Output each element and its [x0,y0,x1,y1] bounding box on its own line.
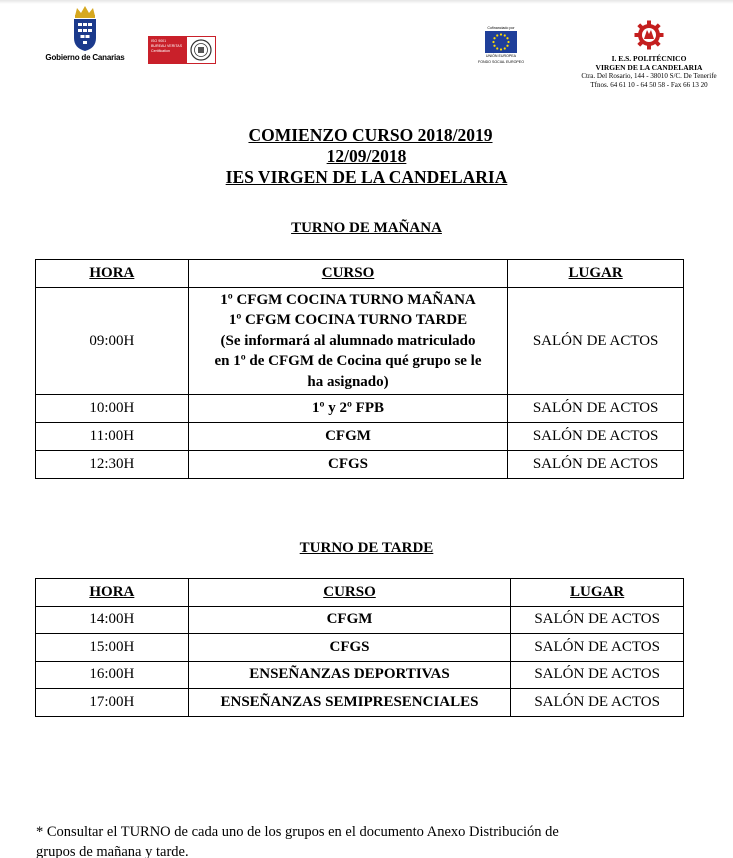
document-title [0,125,733,188]
title-school: IES VIRGEN DE LA CANDELARIA [225,167,508,187]
cert-text-3: Certification [151,49,170,53]
curso-cell: CFGM [188,606,511,634]
curso-cell: ENSEÑANZAS DEPORTIVAS [188,661,511,689]
curso-line: ha asignado) [307,373,389,390]
curso-cell: CFGS [188,451,507,479]
afternoon-table [35,578,684,717]
school-address: Ctra. Del Rosario, 144 - 38010 S/C. De Tenerife [581,72,717,80]
footnote-line-2: grupos de mañana y tarde. [36,844,189,858]
title-line-1: COMIENZO CURSO 2018/2019 [248,125,493,145]
title-date: 12/09/2018 [326,146,407,166]
table-row [36,689,684,717]
table-row [36,288,684,395]
bureau-veritas-seal-icon [187,37,215,63]
hora-cell: 14:00H [36,606,189,634]
table-row [36,606,684,634]
table-row [36,451,684,479]
curso-cell: 1º y 2º FPB [188,395,507,423]
ies-logo [566,20,732,89]
gobierno-canarias-caption: Gobierno de Canarias [45,53,125,62]
lugar-cell: SALÓN DE ACTOS [508,423,684,451]
morning-header-row [36,260,684,288]
table-row [36,634,684,662]
column-curso: CURSO [188,260,507,288]
table-row [36,661,684,689]
column-lugar: LUGAR [508,260,684,288]
hora-cell: 10:00H [36,395,189,423]
gobierno-canarias-logo [40,4,130,66]
morning-heading: TURNO DE MAÑANA [291,220,442,236]
curso-line: 1º CFGM COCINA TURNO MAÑANA [220,291,476,308]
cert-text-2: BUREAU VERITAS [151,44,183,48]
cert-text-1: ISO 9001 [151,39,167,43]
curso-cell [188,288,507,395]
hora-cell: 17:00H [36,689,189,717]
afternoon-heading: TURNO DE TARDE [299,540,434,556]
school-line-1: I. E.S. POLITÉCNICO [611,54,687,63]
curso-line: (Se informará al alumnado matriculado [220,332,476,349]
curso-cell: CFGS [188,634,511,662]
curso-cell: ENSEÑANZAS SEMIPRESENCIALES [188,689,511,717]
lugar-cell: SALÓN DE ACTOS [508,288,684,395]
hora-cell: 09:00H [36,288,189,395]
afternoon-header-row [36,579,684,607]
column-lugar: LUGAR [511,579,684,607]
coat-of-arms-icon [68,4,102,52]
eu-top-text: Cofinanciado por [487,26,515,30]
lugar-cell: SALÓN DE ACTOS [511,606,684,634]
curso-cell: CFGM [188,423,507,451]
lugar-cell: SALÓN DE ACTOS [511,661,684,689]
eu-flag-icon [485,31,517,53]
table-row [36,423,684,451]
hora-cell: 15:00H [36,634,189,662]
table-row [36,395,684,423]
certification-text-block [149,37,187,63]
footnote-line-1: * Consultar el TURNO de cada uno de los grupos en el documento Anexo Distribución de [36,824,559,840]
school-line-2: VIRGEN DE LA CANDELARIA [595,62,703,72]
column-hora: HORA [36,579,189,607]
gear-icon [634,20,664,50]
school-phones: Tfnos. 64 61 10 - 64 50 58 - Fax 66 13 20 [590,80,708,89]
certification-logo [148,36,216,64]
lugar-cell: SALÓN DE ACTOS [508,451,684,479]
column-curso: CURSO [188,579,511,607]
eu-caption-1: UNIÓN EUROPEA [485,54,517,58]
curso-line: en 1º de CFGM de Cocina qué grupo se le [214,353,482,370]
lugar-cell: SALÓN DE ACTOS [508,395,684,423]
curso-line: 1º CFGM COCINA TURNO TARDE [228,312,468,329]
eu-caption-2: FONDO SOCIAL EUROPEO [478,59,524,64]
hora-cell: 16:00H [36,661,189,689]
lugar-cell: SALÓN DE ACTOS [511,634,684,662]
lugar-cell: SALÓN DE ACTOS [511,689,684,717]
footnote [36,822,686,858]
hora-cell: 11:00H [36,423,189,451]
eu-logo [472,26,530,68]
hora-cell: 12:30H [36,451,189,479]
morning-table [35,259,684,479]
column-hora: HORA [36,260,189,288]
